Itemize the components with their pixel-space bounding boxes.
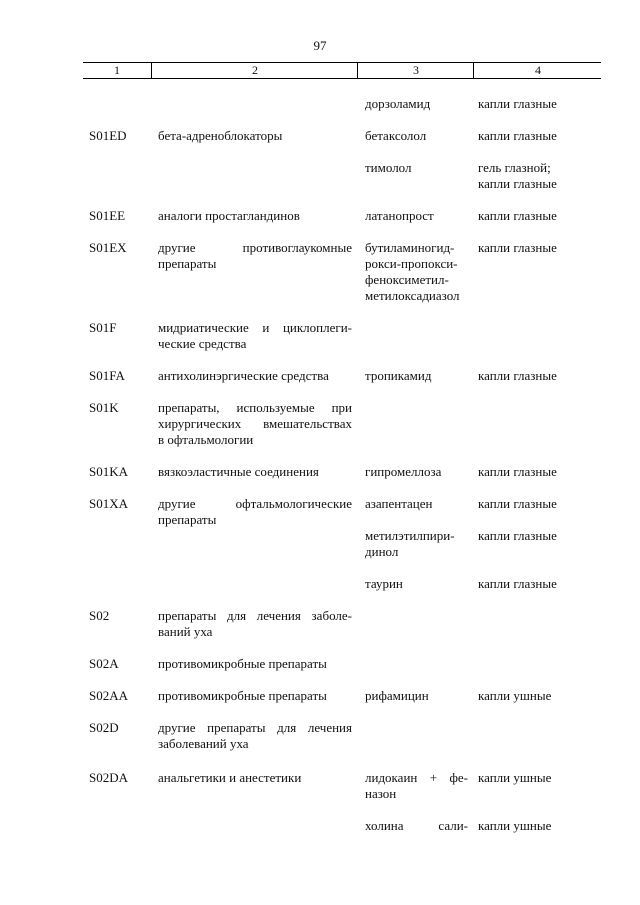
- dosage-form-line: капли глазные: [478, 176, 557, 191]
- atc-code: S01K: [89, 400, 119, 415]
- drug-name-line: лидокаин + фе-: [365, 770, 468, 785]
- drug-name: [365, 96, 468, 112]
- group-name-line: препараты для лечения заболе-: [158, 608, 352, 623]
- group-name-line: заболеваний уха: [158, 736, 249, 751]
- atc-code: S02: [89, 608, 110, 623]
- header-col-1: 1: [114, 63, 120, 77]
- group-name-line: ваний уха: [158, 624, 213, 639]
- atc-code: S01EE: [89, 208, 126, 223]
- drug-name: [365, 128, 468, 144]
- drug-name-line: гипромеллоза: [365, 464, 442, 479]
- header-col-2: 2: [151, 63, 358, 78]
- group-name-line: препараты: [158, 512, 217, 527]
- drug-name-line: метилоксадиазол: [365, 288, 460, 303]
- group-name-line: другие противоглаукомные: [158, 240, 352, 255]
- drug-name-line: холина сали-: [365, 818, 468, 833]
- drug-name-line: назон: [365, 786, 397, 801]
- group-name-line: препараты: [158, 256, 217, 271]
- drug-name-line: дорзоламид: [365, 96, 431, 111]
- header-col-3: 3: [357, 63, 474, 78]
- dosage-form-line: капли глазные: [478, 128, 557, 143]
- atc-code: S01XA: [89, 496, 129, 511]
- dosage-form-line: капли глазные: [478, 96, 557, 111]
- group-name-line: бета-адреноблокаторы: [158, 128, 283, 143]
- drug-name-line: тропикамид: [365, 368, 432, 383]
- group-name: [158, 688, 352, 704]
- drug-name-line: метилэтилпири-: [365, 528, 455, 543]
- atc-code: S01ED: [89, 128, 127, 143]
- group-name: [158, 656, 352, 672]
- drug-name: [365, 770, 468, 802]
- group-name: [158, 368, 352, 384]
- drug-name-line: феноксиметил-: [365, 272, 449, 287]
- atc-code: S02AA: [89, 688, 129, 703]
- group-name-line: анальгетики и анестетики: [158, 770, 302, 785]
- group-name: [158, 608, 352, 640]
- dosage-form: [478, 208, 598, 224]
- atc-code: S02DA: [89, 770, 129, 785]
- dosage-form-line: капли ушные: [478, 770, 552, 785]
- header-col-4: 4: [473, 63, 602, 78]
- group-name-line: другие офтальмологические: [158, 496, 352, 511]
- dosage-form: [478, 96, 598, 112]
- dosage-form-line: капли глазные: [478, 208, 557, 223]
- dosage-form: [478, 464, 598, 480]
- group-name-line: вязкоэластичные соединения: [158, 464, 319, 479]
- atc-code: S02D: [89, 720, 119, 735]
- drug-name: [365, 368, 468, 384]
- group-name-line: мидриатические и циклоплеги-: [158, 320, 352, 335]
- drug-name: [365, 240, 468, 304]
- drug-name: [365, 818, 468, 834]
- dosage-form: [478, 128, 598, 144]
- group-name: [158, 496, 352, 528]
- dosage-form-line: капли глазные: [478, 240, 557, 255]
- group-name: [158, 770, 352, 786]
- table-header: [83, 62, 601, 79]
- group-name-line: другие препараты для лечения: [158, 720, 352, 735]
- dosage-form: [478, 528, 598, 544]
- dosage-form-line: капли глазные: [478, 368, 557, 383]
- group-name-line: антихолинэргические средства: [158, 368, 329, 383]
- atc-code: S01FA: [89, 368, 125, 383]
- dosage-form-line: капли ушные: [478, 818, 552, 833]
- group-name-line: противомикробные препараты: [158, 656, 327, 671]
- dosage-form: [478, 770, 598, 786]
- atc-code: S02A: [89, 656, 119, 671]
- dosage-form-line: капли ушные: [478, 688, 552, 703]
- group-name: [158, 128, 352, 144]
- dosage-form: [478, 576, 598, 592]
- drug-name: [365, 496, 468, 512]
- dosage-form-line: капли глазные: [478, 464, 557, 479]
- group-name-line: препараты, используемые при: [158, 400, 352, 415]
- drug-name: [365, 160, 468, 176]
- atc-code: S01F: [89, 320, 117, 335]
- drug-name-line: рифамицин: [365, 688, 429, 703]
- drug-name-line: бетаксолол: [365, 128, 427, 143]
- dosage-form: [478, 240, 598, 256]
- drug-name-line: азапентацен: [365, 496, 433, 511]
- group-name: [158, 208, 352, 224]
- atc-code: S01EX: [89, 240, 127, 255]
- drug-name: [365, 688, 468, 704]
- drug-name-line: латанопрост: [365, 208, 434, 223]
- dosage-form: [478, 368, 598, 384]
- group-name-line: ческие средства: [158, 336, 247, 351]
- group-name: [158, 400, 352, 448]
- group-name: [158, 720, 352, 752]
- dosage-form-line: капли глазные: [478, 528, 557, 543]
- dosage-form-line: капли глазные: [478, 576, 557, 591]
- page-number: 97: [313, 38, 327, 53]
- drug-name: [365, 528, 468, 560]
- dosage-form: [478, 160, 598, 192]
- group-name: [158, 240, 352, 272]
- drug-name-line: динол: [365, 544, 399, 559]
- drug-name-line: рокси-пропокси-: [365, 256, 458, 271]
- group-name-line: хирургических вмешательствах: [158, 416, 352, 431]
- drug-name: [365, 208, 468, 224]
- group-name: [158, 320, 352, 352]
- group-name-line: противомикробные препараты: [158, 688, 327, 703]
- atc-code: S01KA: [89, 464, 129, 479]
- dosage-form-line: гель глазной;: [478, 160, 551, 175]
- drug-name-line: таурин: [365, 576, 403, 591]
- drug-name-line: тимолол: [365, 160, 412, 175]
- group-name: [158, 464, 352, 480]
- dosage-form: [478, 688, 598, 704]
- group-name-line: в офтальмологии: [158, 432, 254, 447]
- dosage-form-line: капли глазные: [478, 496, 557, 511]
- drug-name: [365, 576, 468, 592]
- dosage-form: [478, 818, 598, 834]
- drug-name-line: бутиламиногид-: [365, 240, 455, 255]
- group-name-line: аналоги простагландинов: [158, 208, 300, 223]
- drug-name: [365, 464, 468, 480]
- dosage-form: [478, 496, 598, 512]
